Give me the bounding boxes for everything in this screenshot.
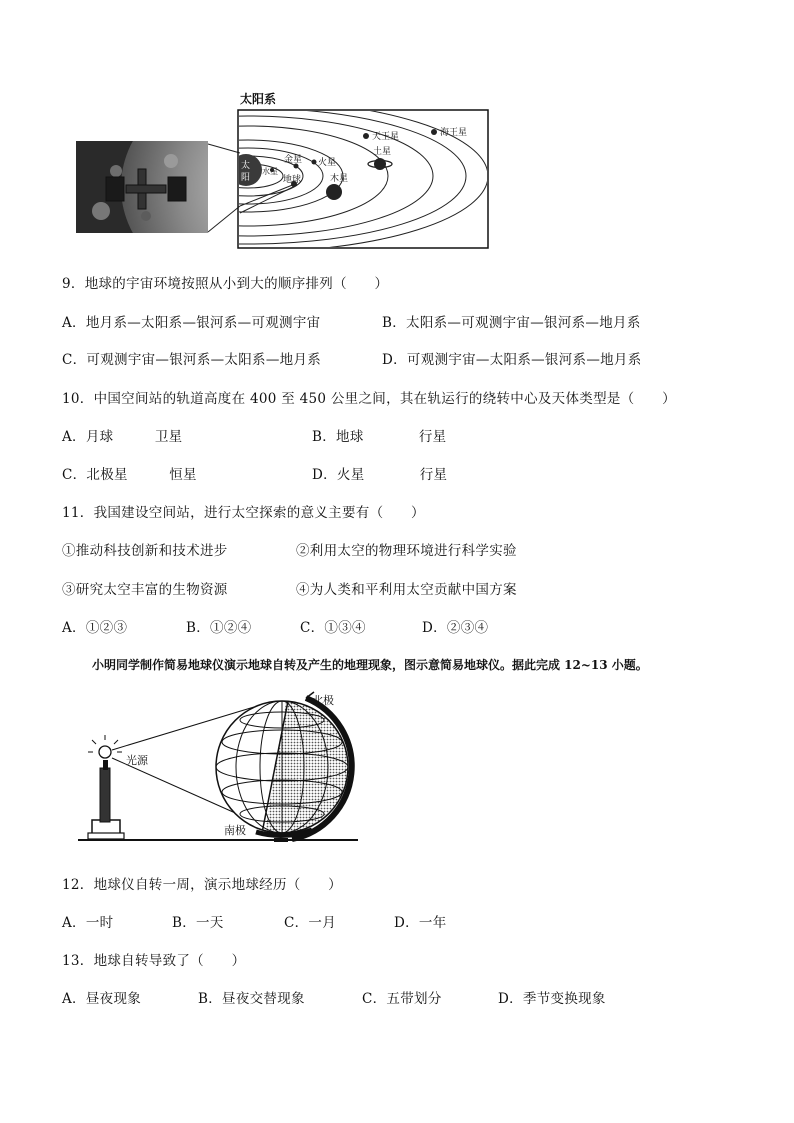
mars bbox=[312, 160, 317, 165]
svg-text:土星: 土星 bbox=[373, 147, 392, 157]
question-12-option-a[interactable]: A．一时 bbox=[62, 915, 114, 931]
question-11-option-c[interactable]: C．①③④ bbox=[300, 620, 366, 636]
question-12-option-c[interactable]: C．一月 bbox=[284, 915, 337, 931]
question-12-stem: 12．地球仪自转一周，演示地球经历（ ） bbox=[62, 877, 342, 893]
uranus bbox=[363, 133, 369, 139]
question-10-option-a[interactable]: A．月球 卫星 bbox=[62, 429, 183, 445]
svg-text:水星: 水星 bbox=[262, 167, 278, 176]
question-9-option-b[interactable]: B．太阳系—可观测宇宙—银河系—地月系 bbox=[382, 315, 641, 331]
question-11-option-a[interactable]: A．①②③ bbox=[62, 620, 128, 636]
sun-label: 太 bbox=[241, 161, 251, 171]
space-station-photo bbox=[76, 141, 208, 233]
figure-title: 太阳系 bbox=[240, 92, 277, 106]
light-source-label: 光源 bbox=[126, 754, 148, 767]
question-12-option-d[interactable]: D．一年 bbox=[394, 915, 447, 931]
question-10-stem: 10．中国空间站的轨道高度在 400 至 450 公里之间，其在轨运行的绕转中心及天体类型是（ ） bbox=[62, 391, 676, 407]
svg-text:金星: 金星 bbox=[284, 155, 303, 165]
question-11-statement-2: ②利用太空的物理环境进行科学实验 bbox=[296, 543, 517, 559]
svg-text:地球: 地球 bbox=[283, 175, 302, 185]
question-9-option-d[interactable]: D．可观测宇宙—太阳系—银河系—地月系 bbox=[382, 352, 642, 368]
question-10-option-b[interactable]: B．地球 行星 bbox=[312, 429, 447, 445]
svg-text:木星: 木星 bbox=[330, 174, 349, 184]
question-11-stem: 11．我国建设空间站，进行太空探索的意义主要有（ ） bbox=[62, 505, 425, 521]
question-11-option-b[interactable]: B．①②④ bbox=[186, 620, 252, 636]
jupiter bbox=[326, 184, 342, 200]
question-10-option-c[interactable]: C．北极星 恒星 bbox=[62, 467, 197, 483]
question-9-option-c[interactable]: C．可观测宇宙—银河系—太阳系—地月系 bbox=[62, 352, 322, 368]
globe-diagram bbox=[74, 690, 364, 850]
svg-text:火星: 火星 bbox=[318, 158, 337, 168]
bulb-icon bbox=[99, 746, 111, 758]
question-13-option-d[interactable]: D．季节变换现象 bbox=[498, 991, 606, 1007]
svg-text:天王星: 天王星 bbox=[372, 132, 400, 142]
neptune bbox=[431, 129, 437, 135]
question-13-stem: 13．地球自转导致了（ ） bbox=[62, 953, 246, 969]
question-11-statement-1: ①推动科技创新和技术进步 bbox=[62, 543, 228, 559]
question-13-option-b[interactable]: B．昼夜交替现象 bbox=[198, 991, 305, 1007]
question-9-stem: 9．地球的宇宙环境按照从小到大的顺序排列（ ） bbox=[62, 276, 389, 292]
question-13-option-a[interactable]: A．昼夜现象 bbox=[62, 991, 142, 1007]
svg-text:海王星: 海王星 bbox=[440, 128, 468, 138]
question-13-option-c[interactable]: C．五带划分 bbox=[362, 991, 442, 1007]
south-pole-label: 南极 bbox=[224, 824, 246, 837]
saturn bbox=[374, 158, 386, 170]
question-11-option-d[interactable]: D．②③④ bbox=[422, 620, 489, 636]
material-intro: 小明同学制作简易地球仪演示地球自转及产生的地理现象，图示意简易地球仪。据此完成 12~13 小题。 bbox=[92, 658, 648, 672]
solar-system-diagram bbox=[200, 88, 492, 254]
question-11-statement-3: ③研究太空丰富的生物资源 bbox=[62, 582, 228, 598]
question-12-option-b[interactable]: B．一天 bbox=[172, 915, 224, 931]
question-10-option-d[interactable]: D．火星 行星 bbox=[312, 467, 448, 483]
question-9-option-a[interactable]: A．地月系—太阳系—银河系—可观测宇宙 bbox=[62, 315, 321, 331]
north-pole-label: 北极 bbox=[312, 694, 334, 707]
question-11-statement-4: ④为人类和平利用太空贡献中国方案 bbox=[296, 582, 517, 598]
svg-text:阳: 阳 bbox=[241, 173, 251, 183]
